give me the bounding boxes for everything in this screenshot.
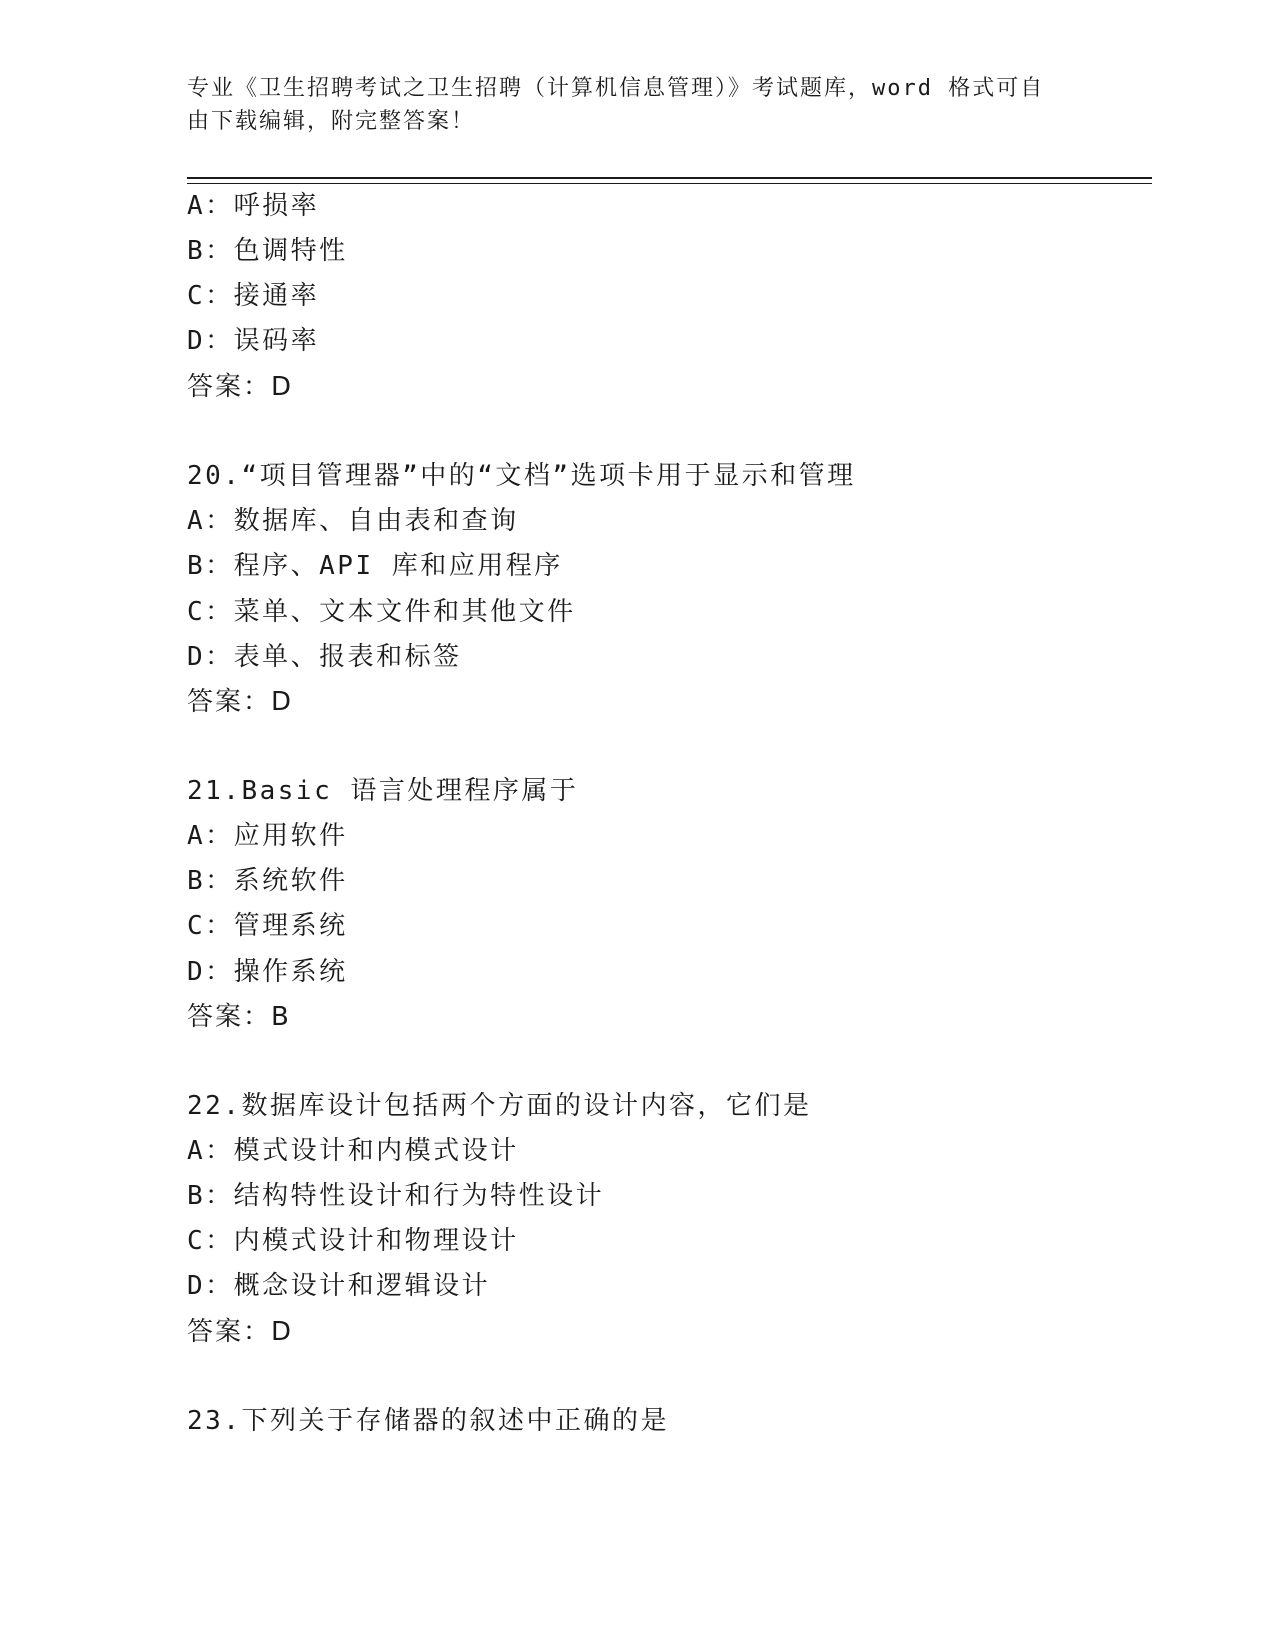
header-line-2: 由下载编辑，附完整答案！: [187, 109, 476, 134]
q20-option-a: A：数据库、自由表和查询: [187, 506, 519, 536]
q23-question: 23.下列关于存储器的叙述中正确的是: [187, 1406, 669, 1436]
q22-option-c: C：内模式设计和物理设计: [187, 1226, 519, 1256]
header-rule-thick: [187, 177, 1152, 179]
q19-option-d: D：误码率: [187, 326, 320, 356]
q20-option-d: D：表单、报表和标签: [187, 642, 462, 672]
q20-option-c: C：菜单、文本文件和其他文件: [187, 597, 576, 627]
q21-option-b: B：系统软件: [187, 866, 348, 896]
q19-option-b: B：色调特性: [187, 236, 348, 266]
q21-question: 21.Basic 语言处理程序属于: [187, 776, 579, 806]
q20-answer: 答案：D: [187, 687, 294, 717]
q21-option-d: D：操作系统: [187, 957, 348, 987]
q19-answer: 答案：D: [187, 372, 294, 402]
q21-answer: 答案：B: [187, 1002, 291, 1032]
q19-option-a: A：呼损率: [187, 191, 320, 221]
q22-question: 22.数据库设计包括两个方面的设计内容，它们是: [187, 1091, 812, 1121]
document-header: [187, 72, 1067, 138]
q21-option-c: C：管理系统: [187, 911, 348, 941]
q19-option-c: C：接通率: [187, 281, 320, 311]
header-rule-thin: [187, 183, 1152, 184]
q21-option-a: A：应用软件: [187, 821, 348, 851]
q22-option-b: B：结构特性设计和行为特性设计: [187, 1181, 605, 1211]
header-line-1: 专业《卫生招聘考试之卫生招聘（计算机信息管理）》考试题库，word 格式可自: [187, 76, 1045, 101]
q22-option-d: D：概念设计和逻辑设计: [187, 1271, 491, 1301]
q22-option-a: A：模式设计和内模式设计: [187, 1136, 519, 1166]
q20-question: 20.“项目管理器”中的“文档”选项卡用于显示和管理: [187, 461, 856, 491]
q22-answer: 答案：D: [187, 1317, 294, 1347]
q20-option-b: B：程序、API 库和应用程序: [187, 551, 563, 581]
